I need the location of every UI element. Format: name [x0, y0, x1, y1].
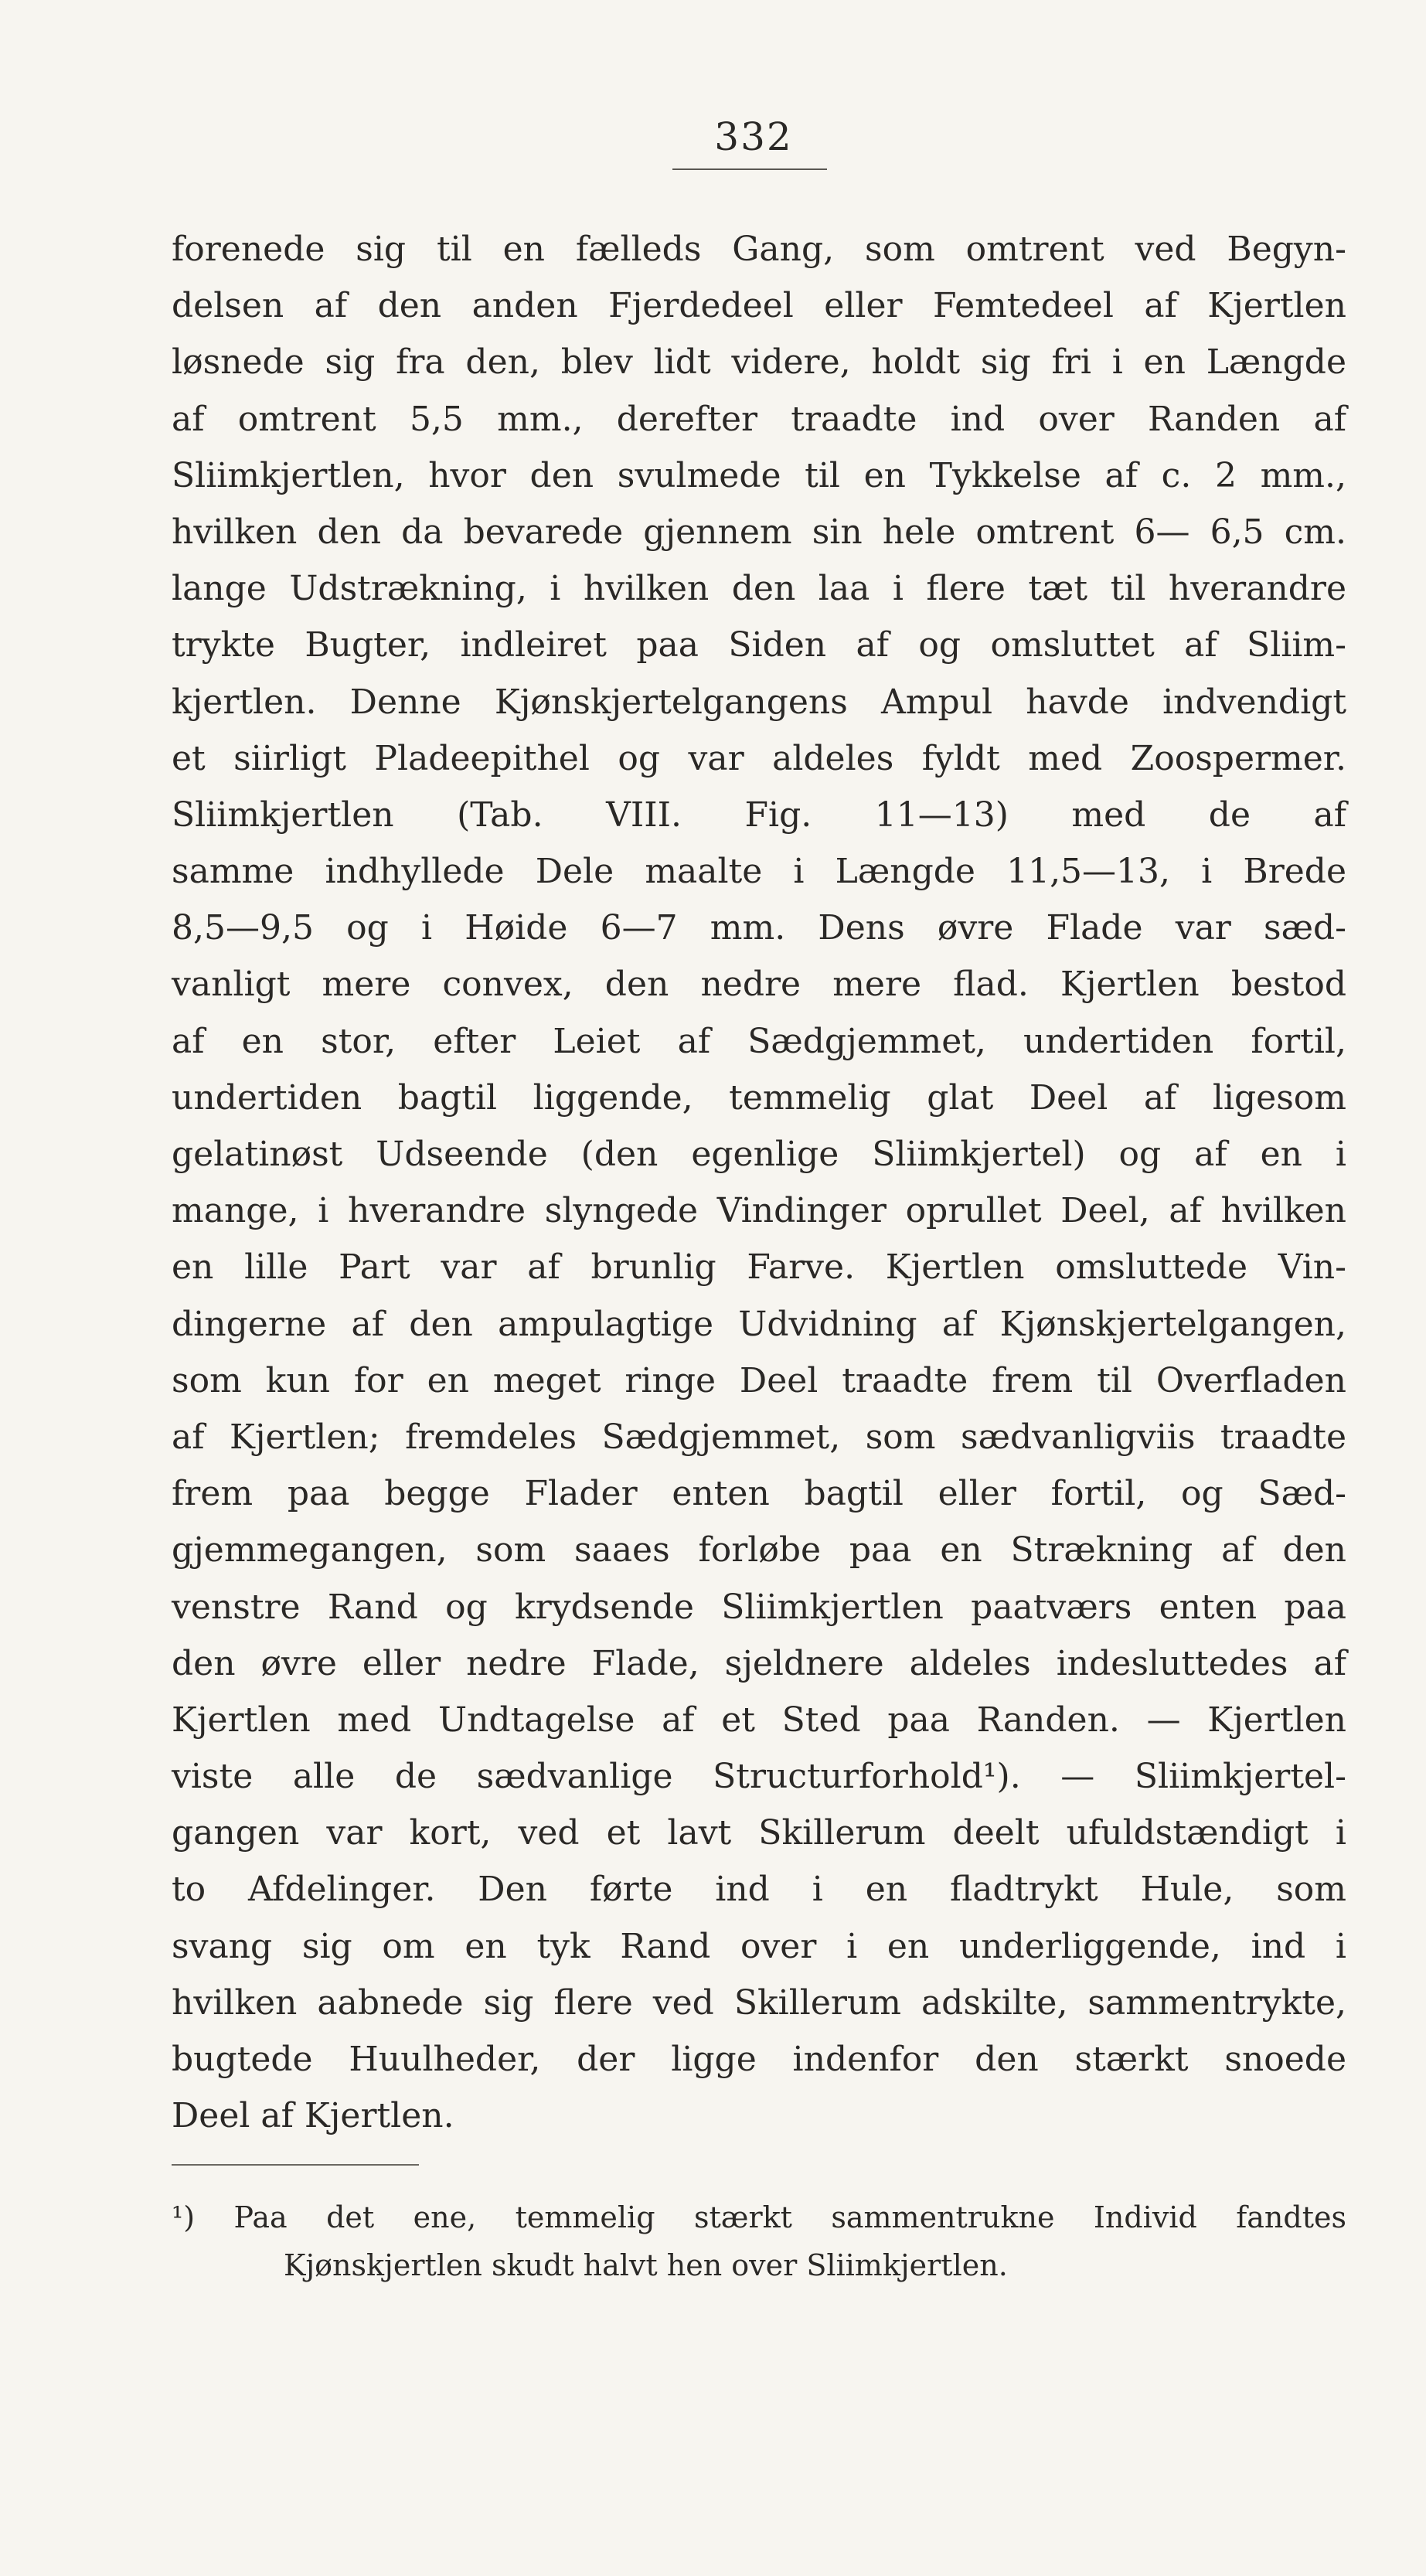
- text-line: venstre Rand og krydsende Sliimkjertlen paatværs enten paa: [172, 1587, 1346, 1627]
- text-line: Sliimkjertlen (Tab. VIII. Fig. 11—13) med de af: [172, 795, 1346, 835]
- text-line: forenede sig til en fælleds Gang, som omtrent ved Begyn-: [172, 230, 1346, 269]
- text-line: som kun for en meget ringe Deel traadte frem til Overfladen: [172, 1360, 1346, 1400]
- text-line: vanligt mere convex, den nedre mere flad. Kjertlen bestod: [172, 965, 1346, 1005]
- text-line: Sliimkjertlen, hvor den svulmede til en Tykkelse af c. 2 mm.,: [172, 455, 1346, 495]
- text-line: kjertlen. Denne Kjønskjertelgangens Ampul havde indvendigt: [172, 682, 1346, 722]
- text-line: 8,5—9,5 og i Høide 6—7 mm. Dens øvre Flade var sæd-: [172, 908, 1346, 948]
- text-line: lange Udstrækning, i hvilken den laa i flere tæt til hverandre: [172, 569, 1346, 609]
- text-line: af Kjertlen; fremdeles Sædgjemmet, som sædvanligviis traadte: [172, 1417, 1346, 1457]
- footnote-separator: [172, 2164, 419, 2166]
- text-line: gjemmegangen, som saaes forløbe paa en Strækning af den: [172, 1530, 1346, 1570]
- body-text: [172, 221, 1346, 2144]
- page-number-rule: [672, 168, 827, 170]
- text-line: delsen af den anden Fjerdedeel eller Femtedeel af Kjertlen: [172, 286, 1346, 326]
- text-line: Deel af Kjertlen.: [172, 2096, 454, 2136]
- text-line: løsnede sig fra den, blev lidt videre, holdt sig fri i en Længde: [172, 342, 1346, 383]
- text-line: af omtrent 5,5 mm., derefter traadte ind over Randen af: [172, 399, 1346, 439]
- text-line: trykte Bugter, indleiret paa Siden af og omsluttet af Sliim-: [172, 625, 1346, 665]
- text-line: undertiden bagtil liggende, temmelig glat Deel af ligesom: [172, 1077, 1346, 1118]
- text-line: et siirligt Pladeepithel og var aldeles fyldt med Zoospermer.: [172, 738, 1346, 778]
- text-line: hvilken aabnede sig flere ved Skillerum adskilte, sammentrykte,: [172, 1982, 1346, 2023]
- text-line: viste alle de sædvanlige Structurforhold¹). — Sliimkjertel-: [172, 1757, 1346, 1797]
- text-line: svang sig om en tyk Rand over i en underliggende, ind i: [172, 1926, 1346, 1966]
- footnote-line: Kjønskjertlen skudt halvt hen over Sliimkjertlen.: [284, 2248, 1008, 2282]
- text-line: af en stor, efter Leiet af Sædgjemmet, undertiden fortil,: [172, 1021, 1346, 1061]
- text-line: samme indhyllede Dele maalte i Længde 11,5—13, i Brede: [172, 852, 1346, 892]
- text-line: to Afdelinger. Den førte ind i en fladtrykt Hule, som: [172, 1870, 1346, 1910]
- text-line: hvilken den da bevarede gjennem sin hele omtrent 6— 6,5 cm.: [172, 512, 1346, 552]
- text-line: gelatinøst Udseende (den egenlige Sliimkjertel) og af en i: [172, 1135, 1346, 1174]
- text-line: Kjertlen med Undtagelse af et Sted paa Randen. — Kjertlen: [172, 1700, 1346, 1740]
- text-line: en lille Part var af brunlig Farve. Kjertlen omsluttede Vin-: [172, 1247, 1346, 1288]
- text-line: gangen var kort, ved et lavt Skillerum deelt ufuldstændigt i: [172, 1813, 1346, 1853]
- page-number: 332: [714, 114, 793, 159]
- footnotes: [172, 2193, 1346, 2289]
- text-line: bugtede Huulheder, der ligge indenfor den stærkt snoede: [172, 2040, 1346, 2079]
- text-line: frem paa begge Flader enten bagtil eller fortil, og Sæd-: [172, 1474, 1346, 1514]
- text-line: mange, i hverandre slyngede Vindinger oprullet Deel, af hvilken: [172, 1191, 1346, 1231]
- footnote-line: ¹) Paa det ene, temmelig stærkt sammentrukne Individ fandtes: [172, 2200, 1346, 2234]
- text-line: dingerne af den ampulagtige Udvidning af Kjønskjertelgangen,: [172, 1304, 1346, 1344]
- text-line: den øvre eller nedre Flade, sjeldnere aldeles indesluttedes af: [172, 1643, 1346, 1683]
